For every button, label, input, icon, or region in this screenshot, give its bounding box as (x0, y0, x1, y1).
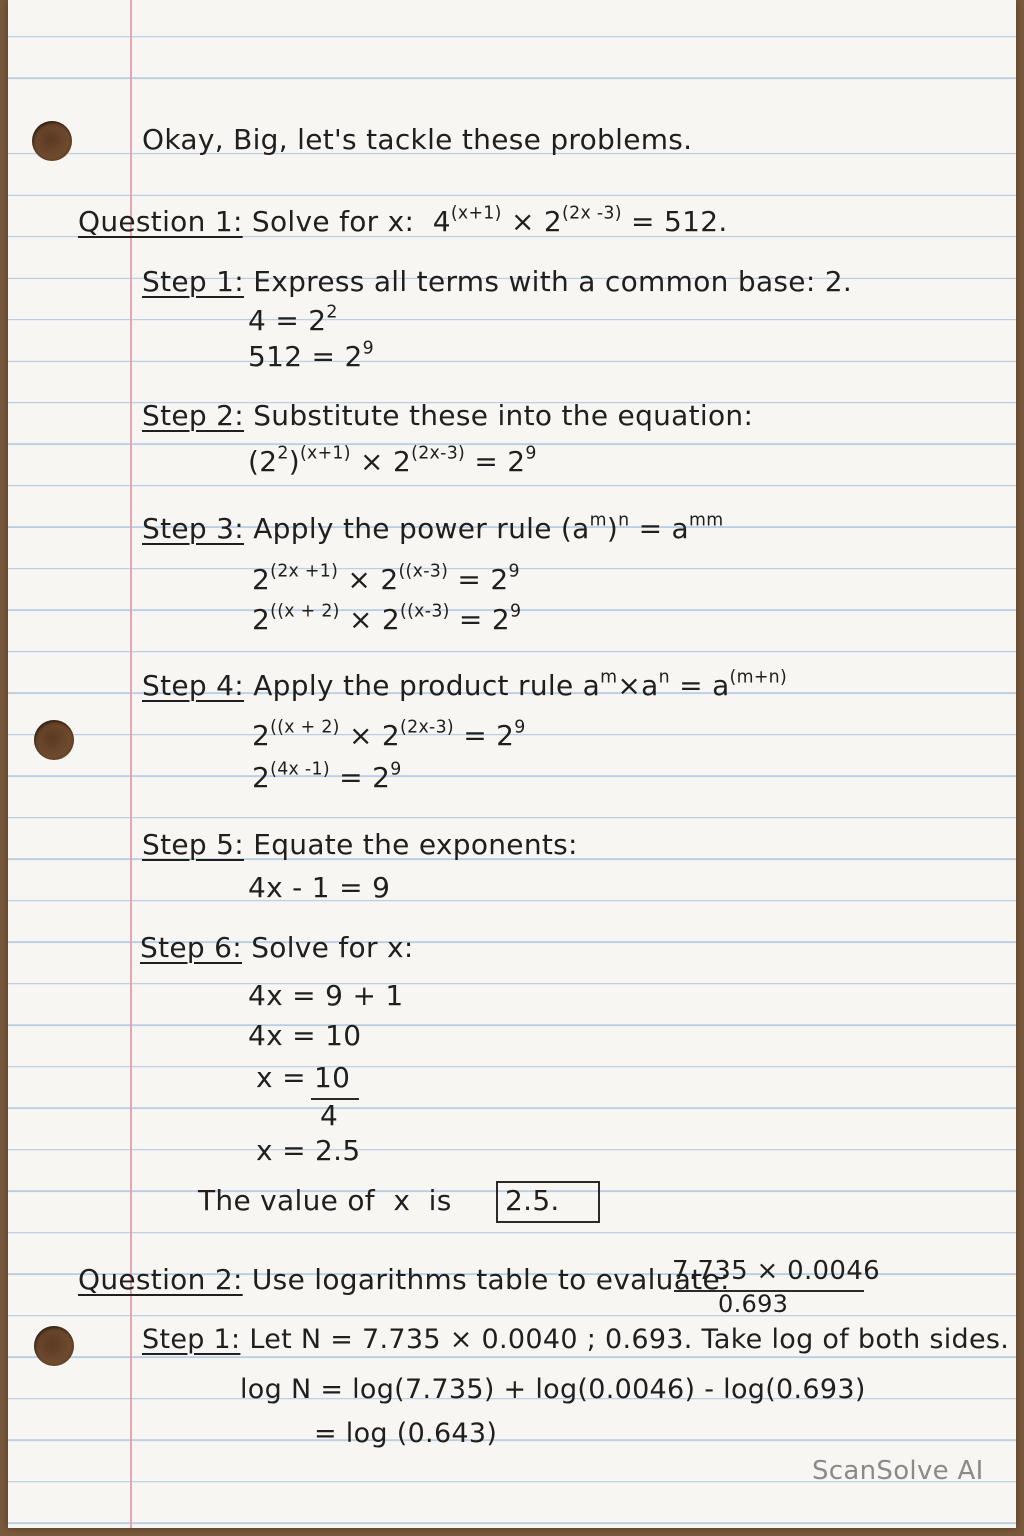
question-1-heading (78, 203, 728, 238)
notebook-page (8, 0, 1016, 1528)
q1-step-2 (142, 399, 754, 432)
step-label: Step 3: (142, 512, 245, 545)
scansolve-watermark: ScanSolve AI (812, 1456, 984, 1486)
q1-step-6-line-2: 4x = 10 (248, 1019, 362, 1052)
step-label: Step 4: (142, 669, 245, 702)
intro-text: Okay, Big, let's tackle these problems. (142, 123, 693, 156)
q1-step-3-line-2: $2^{((x + 2)} \times 2^{((x-3)} = 2^9$ (252, 601, 522, 636)
q1-step-1-line-1: $4 = 2^2$ (248, 302, 338, 337)
q1-step-6-line-1: 4x = 9 + 1 (248, 979, 404, 1012)
q1-step-6 (140, 931, 414, 964)
step-label: Step 2: (142, 399, 245, 432)
step-label: Step 1: (142, 1324, 241, 1355)
q1-step-4 (142, 667, 788, 702)
q1-step-3 (142, 510, 724, 545)
question-2-numerator: 7.735 × 0.0046 (672, 1256, 880, 1286)
q1-answer-value: 2.5. (505, 1184, 560, 1217)
q1-step-6-line-4: x = 2.5 (256, 1134, 361, 1167)
question-2-heading (78, 1263, 730, 1296)
q1-answer-sentence: The value of x is (198, 1184, 452, 1217)
q1-step-4-line-2: $2^{(4x -1)} = 2^9$ (252, 759, 402, 794)
step-text: Express all terms with a common base: 2. (253, 265, 853, 298)
punch-hole-bottom (34, 1326, 74, 1366)
question-1-equation: $4^{(x+1)} \times 2^{(2x -3)} = 512$. (432, 203, 728, 238)
step-label: Step 6: (140, 931, 243, 964)
question-2-label: Question 2: (78, 1263, 243, 1296)
step-text: Apply the power rule $(a^m)^n = a^{mm}$ (253, 510, 724, 545)
question-2-prompt: Use logarithms table to evaluate: (251, 1263, 730, 1296)
question-1-label: Question 1: (78, 205, 243, 238)
q1-step-1-line-2: $512 = 2^9$ (248, 338, 374, 373)
punch-hole-middle (34, 720, 74, 760)
step-text: Equate the exponents: (253, 828, 578, 861)
step-text: Let N = 7.735 × 0.0040 ; 0.693. Take log of both sides. (249, 1324, 1010, 1355)
q2-step-1 (142, 1326, 1009, 1353)
punch-hole-top (32, 121, 72, 161)
q1-step-2-line-1: $(2^2)^{(x+1)} \times 2^{(2x-3)} = 2^9$ (248, 443, 537, 478)
q1-step-5-line-1: 4x - 1 = 9 (248, 871, 391, 904)
q1-step-5 (142, 828, 578, 861)
q2-step-1-line-1: log N = log(7.735) + log(0.0046) - log(0.693) (240, 1374, 866, 1405)
q1-step-6-denominator: 4 (320, 1099, 339, 1132)
q2-step-1-line-2: = log (0.643) (314, 1418, 498, 1449)
question-2-denominator: 0.693 (718, 1290, 789, 1318)
step-label: Step 5: (142, 828, 245, 861)
q1-step-3-line-1: $2^{(2x +1)} \times 2^{((x-3)} = 2^9$ (252, 561, 520, 596)
q1-step-6-line-3: x = (256, 1061, 306, 1094)
question-1-prompt: Solve for x: (251, 205, 415, 238)
q1-step-4-line-1: $2^{((x + 2)} \times 2^{(2x-3)} = 2^9$ (252, 717, 526, 752)
q1-step-1 (142, 265, 853, 298)
q1-step-6-numerator: 10 (314, 1061, 351, 1094)
step-text: Solve for x: (251, 931, 414, 964)
step-text: Substitute these into the equation: (253, 399, 754, 432)
step-label: Step 1: (142, 265, 245, 298)
step-text: Apply the product rule $a^m\times a^n = a^{(m+n)}$ (253, 667, 788, 702)
